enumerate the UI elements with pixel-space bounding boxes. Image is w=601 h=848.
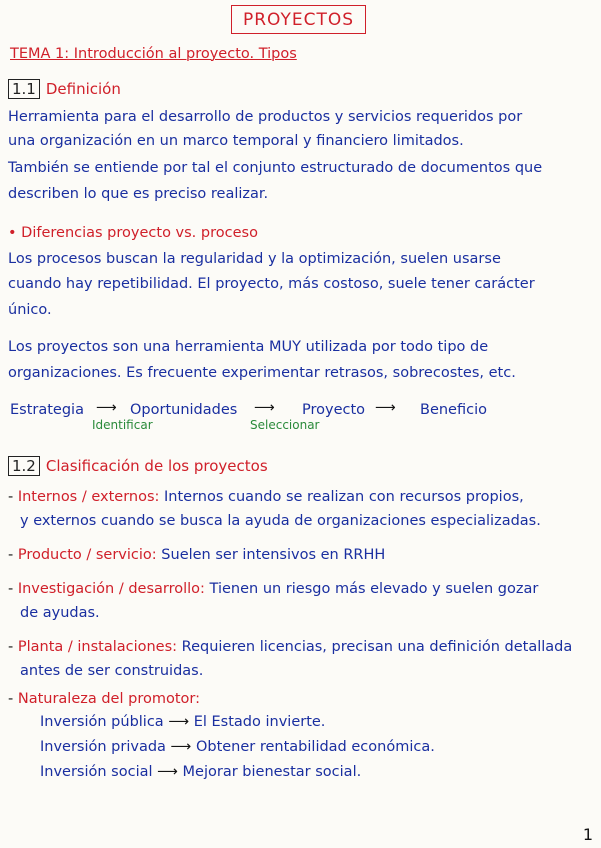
flow-step: Estrategia: [10, 402, 84, 418]
tools-line: organizaciones. Es frecuente experimentar retrasos, sobrecostes, etc.: [8, 365, 516, 381]
flow-step: Beneficio: [420, 402, 487, 418]
promotor-item: [40, 740, 589, 755]
topic-heading: TEMA 1: Introducción al proyecto. Tipos: [10, 46, 297, 62]
flow-label: Identificar: [92, 418, 153, 432]
bullet: -: [8, 489, 18, 505]
promotor-label: Inversión pública: [40, 714, 164, 730]
promotor-item: [40, 765, 589, 780]
definition-line: describen lo que es preciso realizar.: [8, 186, 269, 202]
classification-continuation: de ayudas.: [20, 605, 100, 621]
promotor-text: Obtener rentabilidad económica.: [195, 739, 435, 755]
item-text: Tienen un riesgo más elevado y suelen gozar: [204, 581, 539, 597]
classification-item: [8, 490, 589, 505]
item-text: Internos cuando se realizan con recursos propios,: [159, 489, 524, 505]
promotor-label: Inversión social: [40, 764, 153, 780]
item-head: Investigación / desarrollo:: [17, 581, 205, 597]
classification-continuation: y externos cuando se busca la ayuda de organizaciones especializadas.: [20, 513, 541, 529]
page-number: 1: [582, 825, 593, 844]
classification-item: [8, 548, 589, 563]
differences-line: único.: [8, 302, 52, 318]
arrow-icon: ⟶: [254, 400, 275, 416]
arrow-icon: ⟶: [168, 714, 190, 730]
section-number: 1.2: [8, 456, 40, 476]
classification-item: [8, 582, 589, 597]
section-name: Clasificación de los proyectos: [45, 457, 268, 475]
item-text: Suelen ser intensivos en RRHH: [156, 547, 386, 563]
flow-step: Proyecto: [302, 402, 366, 418]
definition-line: Herramienta para el desarrollo de productos y servicios requeridos por: [8, 109, 523, 125]
flow-label: Seleccionar: [250, 418, 320, 432]
differences-heading: • Diferencias proyecto vs. proceso: [8, 225, 258, 241]
classification-continuation: antes de ser construidas.: [20, 663, 204, 679]
arrow-icon: ⟶: [375, 400, 396, 416]
item-head: Planta / instalaciones:: [17, 639, 178, 655]
bullet: -: [8, 691, 18, 707]
bullet: -: [8, 581, 18, 597]
item-head: Naturaleza del promotor:: [17, 691, 200, 707]
arrow-icon: ⟶: [157, 764, 178, 780]
bullet: -: [8, 639, 18, 655]
item-head: Internos / externos:: [17, 489, 160, 505]
arrow-icon: ⟶: [170, 739, 192, 755]
section-name: Definición: [45, 80, 121, 98]
classification-item: [8, 640, 589, 655]
tools-line: Los proyectos son una herramienta MUY utilizada por todo tipo de: [8, 339, 489, 355]
flow-step: Oportunidades: [130, 402, 238, 418]
section-number: 1.1: [8, 79, 40, 99]
differences-line: Los procesos buscan la regularidad y la optimización, suelen usarse: [8, 251, 501, 267]
promotor-item: [40, 715, 589, 730]
item-text: Requieren licencias, precisan una definición detallada: [177, 639, 573, 655]
classification-item: [8, 692, 589, 707]
section-2-heading: [8, 456, 268, 476]
promotor-label: Inversión privada: [40, 739, 166, 755]
page-title: PROYECTOS: [231, 5, 366, 34]
bullet: -: [8, 547, 18, 563]
differences-line: cuando hay repetibilidad. El proyecto, más costoso, suele tener carácter: [8, 276, 535, 292]
promotor-text: Mejorar bienestar social.: [182, 764, 362, 780]
definition-line: También se entiende por tal el conjunto estructurado de documentos que: [8, 160, 543, 176]
item-head: Producto / servicio:: [17, 547, 157, 563]
promotor-text: El Estado invierte.: [193, 714, 326, 730]
strategy-flow: [10, 400, 570, 430]
arrow-icon: ⟶: [96, 400, 117, 416]
definition-line: una organización en un marco temporal y financiero limitados.: [8, 133, 464, 149]
section-1-heading: [8, 79, 121, 99]
